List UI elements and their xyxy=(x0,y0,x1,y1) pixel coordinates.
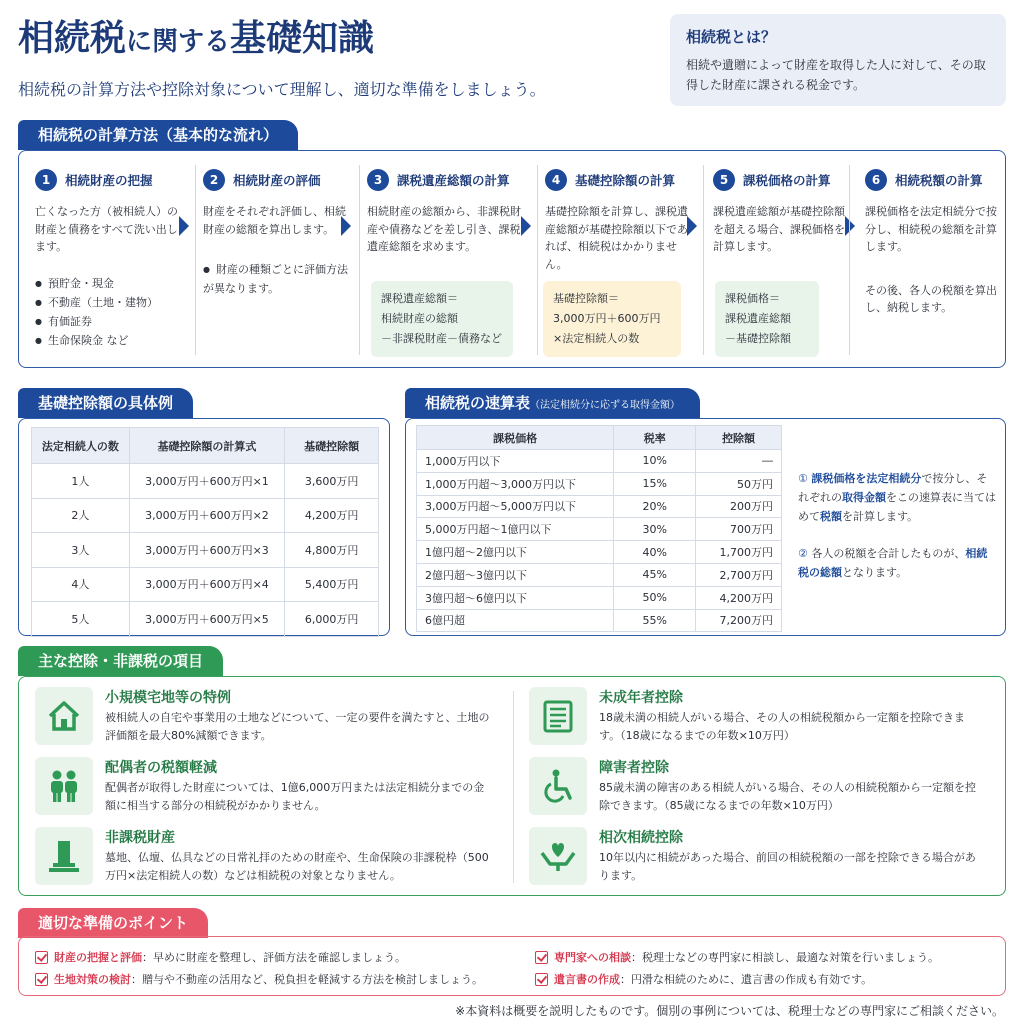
bullet-item: ● 預貯金・現金 xyxy=(35,274,185,293)
deduction-title: 小規模宅地等の特例 xyxy=(105,690,231,706)
book-icon xyxy=(529,687,587,745)
step-number: 4 xyxy=(545,169,567,191)
divider xyxy=(513,691,514,883)
table-row xyxy=(32,533,379,568)
rate-tab-note: （法定相続分に応ずる取得金額） xyxy=(530,400,681,411)
deduction-item-successive xyxy=(529,827,984,891)
divider xyxy=(849,165,850,355)
table-header-row xyxy=(417,426,782,450)
heart-hands-icon xyxy=(529,827,587,885)
definition-title: 相続税とは？ xyxy=(686,28,777,46)
table-cell: 10% xyxy=(614,450,696,473)
table-cell: 1,700万円 xyxy=(696,541,782,564)
deduction-text: 被相続人の自宅や事業用の土地などについて、一定の要件を満たすと、土地の評価額を最大80%減額できます。 xyxy=(105,711,490,742)
flow-step-2 xyxy=(203,169,353,359)
deduction-item-spouse xyxy=(35,757,490,821)
formula-box xyxy=(715,281,819,357)
note-number: ① xyxy=(798,472,808,485)
formula-line: ×法定相続人の数 xyxy=(553,332,640,345)
note-text: となります。 xyxy=(842,566,908,579)
step-title: 課税遺産総額の計算 xyxy=(397,173,510,188)
bullet-item: ● 生命保険金 など xyxy=(35,331,185,350)
note-highlight: 取得金額 xyxy=(842,491,886,504)
table-cell: 20% xyxy=(614,495,696,518)
note-highlight: 税額 xyxy=(820,510,842,523)
prep-item xyxy=(535,949,939,965)
table-cell: 2,700万円 xyxy=(696,563,782,586)
prep-item xyxy=(35,949,406,965)
table-cell: 200万円 xyxy=(696,495,782,518)
deduction-title: 相次相続控除 xyxy=(599,830,683,846)
table-cell: 50万円 xyxy=(696,472,782,495)
flow-section-tab: 相続税の計算方法（基本的な流れ） xyxy=(18,120,298,150)
table-cell: 4人 xyxy=(32,567,130,602)
header xyxy=(18,14,658,110)
prep-text: ：円滑な相続のために、遺言書の作成も有効です。 xyxy=(620,973,873,986)
deduction-text: 10年以内に相続があった場合、前回の相続税額の一部を控除できる場合があります。 xyxy=(599,851,976,882)
table-row xyxy=(417,518,782,541)
prep-text: ：税理士などの専門家に相談し、最適な対策を行いましょう。 xyxy=(631,951,939,964)
divider xyxy=(537,165,538,355)
deduction-item-minor xyxy=(529,687,984,751)
formula-line: 課税遺産総額＝ xyxy=(381,292,458,305)
house-icon xyxy=(35,687,93,745)
table-row xyxy=(417,495,782,518)
flow-step-1 xyxy=(35,169,185,359)
table-cell: 3,000万円＋600万円×5 xyxy=(129,602,285,637)
column-header: 課税価格 xyxy=(417,426,614,450)
step-body: 課税遺産総額が基礎控除額を超える場合、課税価格を計算します。 xyxy=(713,205,845,253)
note-number: ② xyxy=(798,547,808,560)
formula-box xyxy=(371,281,513,357)
table-cell: 7,200万円 xyxy=(696,609,782,632)
table-row xyxy=(32,567,379,602)
table-cell: 6億円超 xyxy=(417,609,614,632)
title-part-1: 相続税 xyxy=(18,18,127,59)
table-cell: 700万円 xyxy=(696,518,782,541)
prep-section-tab: 適切な準備のポイント xyxy=(18,908,208,938)
step-number: 2 xyxy=(203,169,225,191)
table-cell: 4,800万円 xyxy=(285,533,379,568)
table-cell: 30% xyxy=(614,518,696,541)
formula-line: 課税価格＝ xyxy=(725,292,780,305)
deductions-section-tab: 主な控除・非課税の項目 xyxy=(18,646,223,676)
divider xyxy=(703,165,704,355)
step-body: 相続財産の総額から、非課税財産や債務などを差し引き、課税遺産総額を求めます。 xyxy=(367,205,521,253)
rate-notes xyxy=(798,469,996,600)
deduction-item-nontaxable xyxy=(35,827,490,891)
column-header: 基礎控除額の計算式 xyxy=(129,428,285,464)
table-cell: 2人 xyxy=(32,498,130,533)
table-cell: 2億円超～3億円以下 xyxy=(417,563,614,586)
example-section xyxy=(18,418,390,636)
checkbox-icon xyxy=(35,951,48,964)
table-cell: 4,200万円 xyxy=(285,498,379,533)
page-subtitle: 相続税の計算方法や控除対象について理解し、適切な準備をしましょう。 xyxy=(18,80,546,99)
arrow-right-icon xyxy=(521,216,531,236)
table-header-row xyxy=(32,428,379,464)
step-title: 相続税額の計算 xyxy=(895,173,983,188)
note-highlight: 課税価格を法定相続分 xyxy=(811,472,922,485)
deduction-text: 85歳未満の障害のある相続人がいる場合、その人の相続税額から一定額を控除できます。（85歳になるまでの年数×10万円） xyxy=(599,781,976,812)
bullet-item: ● 不動産（土地・建物） xyxy=(35,293,185,312)
tax-rate-table xyxy=(416,425,782,632)
arrow-right-icon xyxy=(179,216,189,236)
footnote: ※本資料は概要を説明したものです。個別の事例については、税理士などの専門家にご相談ください。 xyxy=(455,1004,1004,1018)
table-cell: 15% xyxy=(614,472,696,495)
step-body: 基礎控除額を計算し、課税遺産総額が基礎控除額以下であれば、相続税はかかりません。 xyxy=(545,205,688,271)
table-cell: 3,000万円＋600万円×2 xyxy=(129,498,285,533)
bullet-item: ● 有価証券 xyxy=(35,312,185,331)
table-cell: 3,000万円＋600万円×4 xyxy=(129,567,285,602)
rate-note-1 xyxy=(798,469,996,526)
formula-line: 相続財産の総額 xyxy=(381,312,458,325)
formula-line: 課税遺産総額 xyxy=(725,312,791,325)
note-text: 各人の税額を合計したものが、 xyxy=(811,547,966,560)
title-part-3: 基礎知識 xyxy=(230,18,375,59)
prep-label: 財産の把握と評価 xyxy=(54,951,142,964)
prep-text: ：贈与や不動産の活用など、税負担を軽減する方法を検討しましょう。 xyxy=(131,973,483,986)
prep-label: 専門家への相談 xyxy=(554,951,631,964)
divider xyxy=(195,165,196,355)
table-cell: 1,000万円超～3,000万円以下 xyxy=(417,472,614,495)
deduction-text: 配偶者が取得した財産については、1億6,000万円または法定相続分までの金額に相当する部分の相続税がかかりません。 xyxy=(105,781,485,812)
definition-box xyxy=(670,14,1006,106)
table-cell: 3,600万円 xyxy=(285,464,379,499)
table-cell: 5人 xyxy=(32,602,130,637)
grave-icon xyxy=(35,827,93,885)
step-number: 1 xyxy=(35,169,57,191)
table-cell: 6,000万円 xyxy=(285,602,379,637)
column-header: 基礎控除額 xyxy=(285,428,379,464)
table-cell: 1,000万円以下 xyxy=(417,450,614,473)
note-highlight: 相続税の総額 xyxy=(798,547,988,579)
prep-item xyxy=(35,971,483,987)
step-body: 亡くなった方（被相続人）の財産と債務をすべて洗い出します。 xyxy=(35,205,178,253)
table-cell: 40% xyxy=(614,541,696,564)
step-title: 相続財産の評価 xyxy=(233,173,321,188)
table-cell: ― xyxy=(696,450,782,473)
deduction-text: 墓地、仏壇、仏具などの日常礼拝のための財産や、生命保険の非課税枠（500万円×法定相続人の数）などは相続税の対象となりません。 xyxy=(105,851,489,882)
formula-line: －非課税財産－債務など xyxy=(381,332,502,345)
step-body: 課税価格を法定相続分で按分し、相続税の総額を計算します。 xyxy=(865,205,997,253)
note-text: をこの速算表に当てはめて xyxy=(798,491,996,523)
step-body-2: その後、各人の税額を算出し、納税します。 xyxy=(865,283,997,314)
prep-item xyxy=(535,971,872,987)
example-section-tab: 基礎控除額の具体例 xyxy=(18,388,193,418)
prep-text: ：早めに財産を整理し、評価方法を確認しましょう。 xyxy=(142,951,406,964)
flow-step-6 xyxy=(865,169,997,359)
table-row xyxy=(417,563,782,586)
column-header: 税率 xyxy=(614,426,696,450)
deduction-title: 非課税財産 xyxy=(105,830,175,846)
table-cell: 5,000万円超～1億円以下 xyxy=(417,518,614,541)
divider xyxy=(359,165,360,355)
step-title: 課税価格の計算 xyxy=(743,173,831,188)
step-number: 5 xyxy=(713,169,735,191)
table-cell: 1人 xyxy=(32,464,130,499)
table-cell: 55% xyxy=(614,609,696,632)
prep-label: 生地対策の検討 xyxy=(54,973,131,986)
table-row xyxy=(32,498,379,533)
couple-icon xyxy=(35,757,93,815)
checkbox-icon xyxy=(535,951,548,964)
rate-section-tab xyxy=(405,388,700,418)
table-cell: 45% xyxy=(614,563,696,586)
note-text: で按分し、それぞれの xyxy=(798,472,988,504)
table-row xyxy=(32,464,379,499)
formula-line: 基礎控除額＝ xyxy=(553,292,619,305)
table-cell: 5,400万円 xyxy=(285,567,379,602)
definition-text: 相続や遺贈によって財産を取得した人に対して、その取得した財産に課される税金です。 xyxy=(686,58,986,92)
table-cell: 3,000万円超～5,000万円以下 xyxy=(417,495,614,518)
rate-section xyxy=(405,418,1006,636)
arrow-right-icon xyxy=(845,216,855,236)
formula-line: 3,000万円＋600万円 xyxy=(553,312,661,325)
deduction-title: 配偶者の税額軽減 xyxy=(105,760,217,776)
step-number: 6 xyxy=(865,169,887,191)
step-number: 3 xyxy=(367,169,389,191)
table-cell: 4,200万円 xyxy=(696,586,782,609)
flow-section xyxy=(18,150,1006,368)
step-title: 相続財産の把握 xyxy=(65,173,153,188)
deductions-section xyxy=(18,676,1006,896)
table-row xyxy=(417,472,782,495)
table-cell: 3,000万円＋600万円×1 xyxy=(129,464,285,499)
table-cell: 3,000万円＋600万円×3 xyxy=(129,533,285,568)
table-row xyxy=(417,541,782,564)
deduction-example-table xyxy=(31,427,379,637)
page-title xyxy=(18,14,658,67)
step-bullets xyxy=(35,274,185,350)
deduction-title: 未成年者控除 xyxy=(599,690,683,706)
deduction-item-disability xyxy=(529,757,984,821)
bullet-item: ● 財産の種類ごとに評価方法が異なります。 xyxy=(203,260,353,298)
checkbox-icon xyxy=(535,973,548,986)
arrow-right-icon xyxy=(687,216,697,236)
table-cell: 1億円超～2億円以下 xyxy=(417,541,614,564)
step-title: 基礎控除額の計算 xyxy=(575,173,676,188)
deduction-item-small-land xyxy=(35,687,490,751)
checkbox-icon xyxy=(35,973,48,986)
prep-label: 遺言書の作成 xyxy=(554,973,620,986)
table-row xyxy=(417,450,782,473)
column-header: 控除額 xyxy=(696,426,782,450)
deduction-title: 障害者控除 xyxy=(599,760,669,776)
table-row xyxy=(417,609,782,632)
deduction-text: 18歳未満の相続人がいる場合、その人の相続税額から一定額を控除できます。（18歳になるまでの年数×10万円） xyxy=(599,711,965,742)
formula-line: －基礎控除額 xyxy=(725,332,791,345)
table-row xyxy=(417,586,782,609)
step-bullets xyxy=(203,260,353,298)
formula-box xyxy=(543,281,681,357)
table-cell: 3億円超～6億円以下 xyxy=(417,586,614,609)
column-header: 法定相続人の数 xyxy=(32,428,130,464)
rate-note-2 xyxy=(798,544,996,582)
arrow-right-icon xyxy=(341,216,351,236)
table-cell: 50% xyxy=(614,586,696,609)
prep-section xyxy=(18,936,1006,996)
table-cell: 3人 xyxy=(32,533,130,568)
step-body: 財産をそれぞれ評価し、相続財産の総額を算出します。 xyxy=(203,205,346,236)
title-part-2: に関する xyxy=(126,27,231,57)
rate-tab-title: 相続税の速算表 xyxy=(425,394,531,412)
wheelchair-icon xyxy=(529,757,587,815)
table-row xyxy=(32,602,379,637)
note-text: を計算します。 xyxy=(842,510,919,523)
